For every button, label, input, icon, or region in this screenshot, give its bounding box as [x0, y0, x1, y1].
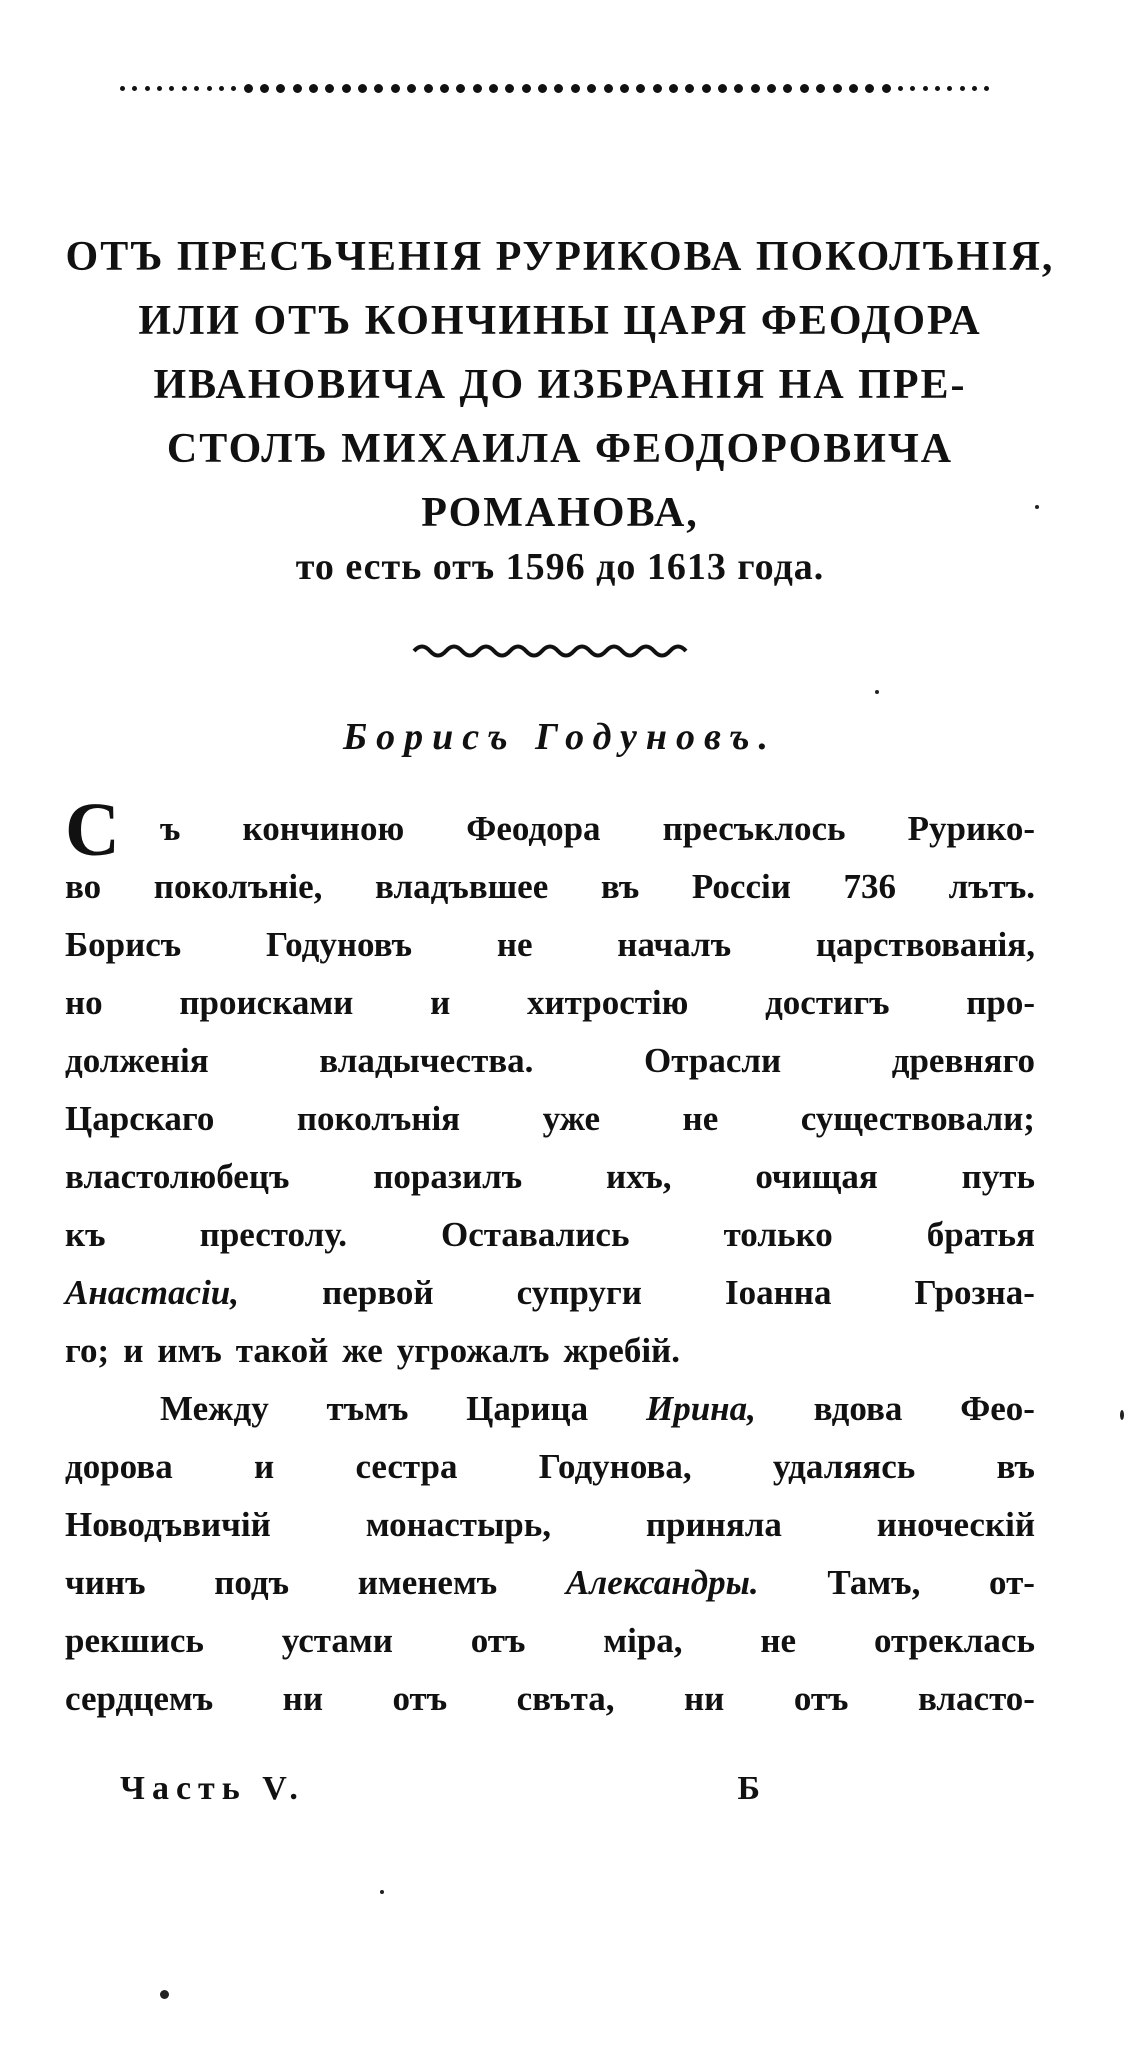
text-line: Анастасіи, первой супруги Іоанна Грозна- — [65, 1273, 1035, 1312]
paper-speck — [160, 1990, 169, 1999]
text-line: къ престолу. Оставались только братья — [65, 1215, 1035, 1254]
paper-speck — [1120, 1410, 1124, 1420]
drop-cap: С — [65, 788, 120, 872]
date-range-subtitle: то есть отъ 1596 до 1613 года. — [295, 546, 825, 588]
text-line: ъ кончиною Феодора пресъклось Рурико- — [160, 809, 1035, 848]
title-line: ОТЪ ПРЕСЪЧЕНІЯ РУРИКОВА ПОКОЛЪНІЯ, — [65, 234, 1055, 280]
title-line: СТОЛЪ МИХАИЛА ФЕОДОРОВИЧА — [166, 426, 954, 472]
text-line: во поколъніе, владъвшее въ Россіи 736 лътъ. — [65, 867, 1035, 906]
part-label: Часть V. — [120, 1770, 305, 1807]
title-line: РОМАНОВА, — [421, 490, 699, 536]
text-line: Между тъмъ Царица Ирина, вдова Фео- — [160, 1389, 1035, 1428]
section-heading: Борисъ Годуновъ. — [343, 716, 777, 758]
paper-speck — [1035, 505, 1039, 509]
page-footer — [120, 1770, 760, 1808]
body-text — [65, 788, 1035, 1728]
text-line: Царскаго поколънія уже не существовали; — [65, 1099, 1035, 1138]
text-line: властолюбецъ поразилъ ихъ, очищая путь — [65, 1157, 1035, 1196]
text-line: рекшись устами отъ міра, не отреклась — [65, 1621, 1035, 1660]
paper-speck — [380, 1890, 384, 1894]
title-line: ИЛИ ОТЪ КОНЧИНЫ ЦАРЯ ФЕОДОРА — [138, 298, 982, 344]
chapter-title — [60, 225, 1060, 545]
text-line: Борисъ Годуновъ не началъ царствованія, — [65, 925, 1035, 964]
text-line: Новодъвичій монастырь, приняла иноческій — [65, 1505, 1035, 1544]
top-ornament-rule — [120, 78, 990, 98]
text-line: го; и имъ такой же угрожалъ жребій. — [65, 1331, 680, 1370]
title-line: ИВАНОВИЧА ДО ИЗБРАНІЯ НА ПРЕ- — [153, 362, 967, 408]
text-line: сердцемъ ни отъ свъта, ни отъ власто- — [65, 1679, 1035, 1718]
text-line: долженія владычества. Отрасли древняго — [65, 1041, 1035, 1080]
signature-mark: Б — [737, 1770, 760, 1807]
wave-divider-ornament — [410, 640, 690, 662]
text-line: чинъ подъ именемъ Александры. Тамъ, от- — [65, 1563, 1035, 1602]
text-line: дорова и сестра Годунова, удаляясь въ — [65, 1447, 1035, 1486]
text-line: но происками и хитростію достигъ про- — [65, 983, 1035, 1022]
paper-speck — [875, 690, 879, 694]
